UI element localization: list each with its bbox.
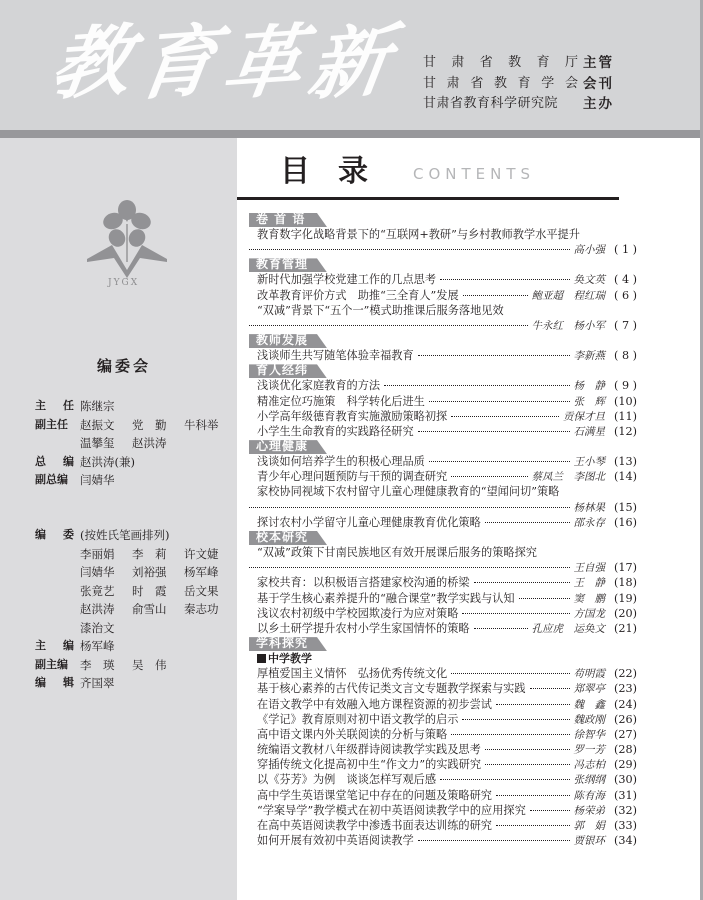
article-title[interactable]: 穿插传统文化提高初中生“作文力”的实践研究 — [257, 758, 482, 772]
board-role-text: 任 — [63, 399, 74, 412]
board-member-name: 闫婧华 — [80, 565, 115, 580]
toc-entry[interactable] — [249, 681, 637, 696]
board-row — [35, 471, 236, 490]
board-member-name: 漆治文 — [80, 620, 115, 635]
board-role-text: 编 — [63, 639, 74, 652]
board-role-text: 辑 — [63, 676, 74, 690]
toc-entry[interactable] — [249, 712, 637, 727]
sponsor-role: 主管 — [583, 55, 614, 72]
article-title[interactable]: 在高中英语阅读教学中渗透书面表达训练的研究 — [257, 819, 492, 832]
board-names — [80, 582, 236, 601]
editorial-board-committee — [35, 526, 236, 638]
toc-entry[interactable] — [249, 803, 637, 818]
article-author: 冯志柏 — [573, 759, 605, 772]
article-title[interactable]: 如何开展有效初中英语阅读教学 — [257, 834, 414, 848]
dot-leader — [462, 613, 569, 614]
sponsor-role: 主办 — [583, 96, 614, 113]
board-names — [80, 619, 132, 638]
sponsor-org-char: 会 — [564, 75, 578, 91]
article-title[interactable]: 以《芬芳》为例 谈谈怎样写观后感 — [257, 773, 437, 787]
board-member-name: 李丽娟 — [80, 546, 115, 561]
page-number: ( 7 ) — [614, 318, 637, 332]
toc-entry[interactable] — [249, 348, 637, 363]
article-author: 蔡凤兰 李图北 — [531, 471, 605, 484]
article-title[interactable]: 家校共育：以积极语言搭建家校沟通的桥梁 — [257, 576, 470, 590]
page-number: ( 8 ) — [614, 349, 637, 363]
article-author: 王自强 — [573, 562, 605, 575]
toc-entry[interactable] — [249, 818, 637, 833]
dot-leader — [249, 325, 528, 326]
board-names — [80, 674, 132, 693]
board-member-name: 杨军峰 — [184, 565, 219, 580]
title-char: 革 — [217, 15, 306, 112]
sponsor-org-char: 省 — [479, 55, 493, 71]
article-title[interactable]: 青少年心理问题预防与干预的调查研究 — [257, 470, 448, 484]
board-member-name: 闫婧华 — [80, 473, 115, 488]
board-row — [35, 416, 236, 435]
section-tag — [249, 364, 637, 378]
dot-leader — [530, 810, 570, 811]
article-title[interactable]: 小学生生命教育的实践路径研究 — [257, 424, 414, 438]
sponsor-org — [423, 94, 578, 114]
article-author: 罗一芳 — [573, 744, 605, 757]
article-author: 杨林果 — [573, 501, 605, 514]
dot-leader — [451, 734, 569, 735]
board-names — [80, 471, 132, 490]
board-row — [35, 674, 184, 693]
dot-leader — [384, 385, 569, 386]
article-title[interactable]: 统编语文教材八年级群诗阅读教学实践及思考 — [257, 743, 481, 757]
page-number: (11) — [614, 409, 637, 423]
article-author: 贾银环 — [573, 835, 605, 848]
article-author: 杨荣弟 — [573, 804, 605, 817]
toc-entry[interactable] — [249, 394, 637, 409]
header-divider-stripe — [0, 130, 703, 138]
sponsor-org-char: 甘 — [423, 75, 437, 91]
editorial-board-editors — [35, 637, 184, 693]
toc-entry-title-line[interactable] — [249, 545, 637, 560]
section-tag-label: 校本研究 — [256, 530, 309, 544]
title-char: 新 — [303, 15, 392, 112]
board-role — [35, 600, 80, 619]
dot-leader — [418, 431, 570, 432]
article-author: 邵永存 — [573, 516, 605, 529]
article-author: 王小琴 — [573, 456, 605, 469]
board-row — [35, 600, 236, 619]
board-member-name: 时 霞 — [132, 583, 167, 598]
toc-entry[interactable] — [249, 560, 637, 575]
board-role — [35, 674, 80, 693]
page-number: (10) — [614, 394, 637, 408]
board-role-text: 副总编 — [35, 473, 68, 487]
page-number: (12) — [614, 424, 637, 438]
board-names — [80, 397, 132, 416]
section-tag — [249, 637, 637, 651]
article-author: 窦 鹏 — [573, 592, 605, 605]
dot-leader — [485, 522, 570, 523]
article-author: 杨 静 — [573, 380, 605, 393]
board-member-name: 赵洪涛 — [132, 436, 167, 451]
board-member-name: 吴 伟 — [132, 657, 167, 672]
page-number: (22) — [614, 667, 637, 681]
dot-leader — [462, 719, 569, 720]
sponsor-list — [423, 53, 614, 115]
board-member-name: 齐国翠 — [80, 676, 115, 691]
board-member-name: 岳文果 — [184, 583, 219, 598]
page-number: (32) — [614, 803, 637, 817]
board-role-text: 主 — [35, 399, 46, 412]
article-title[interactable]: “学案导学”教学模式在初中英语阅读教学中的应用探究 — [257, 803, 526, 817]
article-title[interactable]: 家校协同视域下农村留守儿童心理健康教育的“望闻问切”策略 — [257, 485, 560, 499]
board-role-text: 编 — [35, 528, 46, 541]
page-number: (31) — [614, 788, 637, 802]
board-role — [35, 656, 80, 675]
toc-entry[interactable] — [249, 772, 637, 787]
page-number: (20) — [614, 606, 637, 620]
article-title[interactable]: “双减”政策下甘南民族地区有效开展课后服务的策略探究 — [257, 546, 537, 559]
contents-title-char: 录 — [338, 154, 368, 189]
dot-leader — [496, 704, 570, 705]
board-role-text: 主 — [35, 639, 46, 652]
sponsor-role: 会刊 — [583, 75, 614, 92]
dot-leader — [249, 567, 570, 568]
table-of-contents — [249, 212, 637, 848]
section-tag — [249, 440, 637, 454]
board-role — [35, 434, 80, 453]
toc-entry-title-line[interactable] — [249, 303, 637, 318]
article-author: 李新燕 — [573, 350, 605, 363]
article-title[interactable]: 浅谈优化家庭教育的方法 — [257, 379, 381, 393]
sponsor-org-char: 甘肃省教育科学研究院 — [423, 96, 559, 112]
toc-entry-title-line[interactable] — [249, 227, 637, 242]
sponsor-org-char: 肃 — [446, 75, 460, 91]
board-row — [35, 545, 236, 564]
dot-leader — [474, 628, 528, 629]
board-member-name: 张竟艺 — [80, 583, 115, 598]
dot-leader — [496, 825, 570, 826]
sponsor-org-char: 肃 — [451, 55, 465, 71]
toc-entry[interactable] — [249, 500, 637, 515]
article-title[interactable]: 浅谈如何培养学生的积极心理品质 — [257, 455, 425, 469]
page-number: (19) — [614, 591, 637, 605]
article-title[interactable]: 教育数字化战略背景下的“互联网+教研”与乡村教师教学水平提升 — [257, 228, 580, 241]
board-names — [80, 453, 135, 472]
board-role-text: 总 — [35, 454, 46, 468]
board-names — [80, 545, 236, 564]
page-number: ( 1 ) — [614, 243, 637, 257]
page-number: (23) — [614, 682, 637, 696]
logo-text: JYGX — [108, 278, 140, 288]
board-role — [35, 416, 80, 435]
board-role-text: 编 — [63, 454, 74, 468]
subsection-heading: 中学教学 — [249, 651, 637, 666]
article-author: 鲍亚超 程红瑞 — [531, 289, 605, 302]
board-member-name: 李 瑛 — [80, 657, 115, 672]
dot-leader — [440, 779, 569, 780]
dot-leader — [418, 355, 570, 356]
board-role — [35, 545, 80, 564]
board-row — [35, 563, 236, 582]
page-number: (34) — [614, 834, 637, 848]
toc-entry[interactable] — [249, 469, 637, 484]
section-tag-label: 心理健康 — [256, 439, 309, 454]
dot-leader — [451, 476, 527, 477]
article-title[interactable]: 基于核心素养的古代传记类文言文专题教学探索与实践 — [257, 682, 526, 696]
section-tag-label: 教育管理 — [256, 257, 309, 272]
board-names — [80, 434, 184, 453]
board-row — [35, 619, 236, 638]
toc-entry[interactable] — [249, 697, 637, 712]
page-number: (15) — [614, 500, 637, 514]
dot-leader — [519, 598, 570, 599]
article-author: 郭 娟 — [573, 820, 605, 832]
board-member-name: 俞雪山 — [132, 602, 167, 617]
article-title[interactable]: 小学高年级德育教育实施激励策略初探 — [257, 409, 448, 423]
board-row — [35, 656, 184, 675]
section-tag-label: 教师发展 — [256, 333, 309, 348]
board-member-name: 李 莉 — [132, 546, 167, 561]
toc-entry[interactable] — [249, 454, 637, 469]
page-number: (24) — [614, 697, 637, 711]
board-role — [35, 637, 80, 656]
sponsor-org-char: 省 — [470, 75, 484, 91]
article-title[interactable]: 在语文教学中有效融入地方课程资源的初步尝试 — [257, 697, 492, 711]
contents-title — [280, 146, 368, 190]
sponsor-org-char: 学 — [541, 75, 555, 91]
article-author: 王 静 — [573, 577, 605, 590]
board-role-text: 委 — [63, 528, 74, 541]
section-tag — [249, 258, 637, 272]
dot-leader — [485, 749, 570, 750]
board-role — [35, 471, 80, 490]
toc-entry[interactable] — [249, 757, 637, 772]
board-member-name: 温攀玺 — [80, 436, 115, 451]
page-number: (27) — [614, 727, 637, 741]
article-title[interactable]: 《学记》教育原则对初中语文教学的启示 — [257, 712, 459, 726]
sponsor-org — [423, 53, 578, 73]
board-member-name: 秦志功 — [184, 602, 219, 617]
toc-entry[interactable] — [249, 833, 637, 848]
sponsor-org-char: 教 — [493, 75, 507, 91]
board-member-name: 刘裕强 — [132, 565, 167, 580]
sponsor-org-char: 甘 — [423, 55, 437, 71]
board-row — [35, 526, 236, 545]
board-names — [80, 600, 236, 619]
dot-leader — [440, 279, 569, 280]
toc-entry[interactable] — [249, 606, 637, 621]
board-member-name: 赵洪涛(兼) — [80, 454, 135, 469]
article-author: 张纲纲 — [573, 774, 605, 787]
editorial-board-officers — [35, 397, 236, 490]
toc-entry-title-line[interactable] — [249, 484, 637, 499]
article-title[interactable]: 浅谈师生共写随笔体验幸福教育 — [257, 349, 414, 363]
article-author: 魏政刚 — [573, 713, 605, 726]
board-role — [35, 526, 80, 545]
article-title[interactable]: 基于学生核心素养提升的“融合课堂”教学实践与认知 — [257, 591, 515, 605]
page-number: (28) — [614, 743, 637, 757]
page-number: (13) — [614, 455, 637, 469]
article-title[interactable]: 浅议农村初级中学校园欺凌行为应对策略 — [257, 606, 459, 620]
board-role — [35, 582, 80, 601]
board-role-text: 副主任 — [35, 417, 68, 431]
contents-title-char: 目 — [280, 154, 310, 189]
board-role — [35, 453, 80, 472]
toc-entry[interactable] — [249, 288, 637, 303]
sponsor-row — [423, 74, 614, 95]
article-author: 孔应虎 运奂文 — [531, 622, 605, 635]
toc-entry[interactable] — [249, 378, 637, 393]
dot-leader — [474, 582, 570, 583]
editorial-board-title: 编委会 — [97, 357, 152, 375]
toc-entry[interactable] — [249, 242, 637, 257]
section-tag-label: 卷 首 语 — [256, 212, 306, 226]
article-author: 张 辉 — [573, 395, 605, 408]
dot-leader — [485, 764, 569, 765]
section-tag — [249, 213, 637, 227]
article-author: 高小强 — [573, 244, 605, 257]
dot-leader — [451, 416, 559, 417]
journal-title-calligraphy — [45, 14, 392, 114]
sponsor-org-char: 教 — [508, 55, 522, 71]
page-number: (26) — [614, 712, 637, 726]
toc-entry[interactable] — [249, 575, 637, 590]
page-number: (21) — [614, 621, 637, 635]
board-role — [35, 397, 80, 416]
dot-leader — [530, 688, 570, 689]
toc-entry[interactable] — [249, 591, 637, 606]
article-author: 徐智华 — [573, 728, 605, 741]
section-tag-label: 学科探究 — [256, 636, 309, 651]
title-char: 育 — [131, 15, 220, 112]
toc-entry[interactable] — [249, 742, 637, 757]
title-char: 教 — [45, 15, 134, 112]
contents-subtitle: CONTENTS — [413, 165, 536, 183]
board-names — [80, 656, 184, 675]
toc-entry[interactable] — [249, 515, 637, 530]
article-author: 贡保才旦 — [563, 410, 605, 423]
article-title[interactable]: 探讨农村小学留守儿童心理健康教育优化策略 — [257, 515, 481, 529]
article-title[interactable]: 厚植爱国主义情怀 弘扬优秀传统文化 — [257, 667, 448, 681]
toc-entry[interactable] — [249, 666, 637, 681]
article-title[interactable]: 改革教育评价方式 助推“三全育人”发展 — [257, 288, 459, 302]
dot-leader — [429, 401, 570, 402]
board-names — [80, 563, 236, 582]
dot-leader — [249, 507, 570, 508]
page-number: ( 6 ) — [614, 288, 637, 302]
board-row — [35, 453, 236, 472]
sponsor-row — [423, 94, 614, 115]
toc-entry[interactable] — [249, 727, 637, 742]
article-author: 魏 鑫 — [573, 698, 605, 711]
board-member-name: 杨军峰 — [80, 639, 115, 653]
toc-entry[interactable] — [249, 424, 637, 439]
article-title[interactable]: 高中学生英语课堂笔记中存在的问题及策略研究 — [257, 788, 492, 802]
contents-rule — [237, 197, 619, 200]
board-member-name: 赵洪涛 — [80, 602, 115, 617]
article-title[interactable]: 新时代加强学校党建工作的几点思考 — [257, 273, 437, 287]
board-row — [35, 582, 236, 601]
board-member-name: 赵振文 — [80, 417, 115, 432]
board-role-text: 编 — [35, 676, 46, 690]
article-author: 陈有海 — [573, 789, 605, 802]
toc-entry[interactable] — [249, 409, 637, 424]
board-row — [35, 637, 184, 656]
article-title[interactable]: “双减”背景下“五个一”模式助推课后服务落地见效 — [257, 303, 504, 317]
sponsor-org — [423, 74, 578, 94]
toc-entry[interactable] — [249, 788, 637, 803]
dot-leader — [429, 461, 570, 462]
page-number: (29) — [614, 758, 637, 772]
board-names — [80, 416, 236, 435]
board-member-name: 牛科举 — [184, 417, 219, 432]
article-title[interactable]: 以乡土研学提升农村小学生家国情怀的策略 — [257, 621, 470, 635]
article-author: 郑翠亭 — [573, 683, 605, 696]
board-row — [35, 397, 236, 416]
board-role — [35, 619, 80, 638]
page-number: (18) — [614, 576, 637, 590]
board-member-name: 许文婕 — [184, 546, 219, 561]
board-role — [35, 563, 80, 582]
page-number: (33) — [614, 819, 637, 832]
page-number: (30) — [614, 773, 637, 787]
article-author: 石满星 — [573, 425, 605, 438]
board-names — [80, 637, 132, 656]
sponsor-org-char: 育 — [536, 55, 550, 71]
article-author: 方国龙 — [573, 607, 605, 620]
board-role-text: 副主编 — [35, 657, 68, 671]
board-member-name: 党 勤 — [132, 417, 167, 432]
page-number: ( 9 ) — [614, 379, 637, 393]
dot-leader — [496, 795, 570, 796]
article-title[interactable]: 精准定位巧施策 科学转化后进生 — [257, 394, 425, 408]
page-number: ( 4 ) — [614, 273, 637, 287]
sponsor-org-char: 厅 — [564, 55, 578, 71]
sponsor-org-char: 育 — [517, 75, 531, 91]
dot-leader — [249, 249, 570, 250]
page-number: (17) — [614, 561, 637, 575]
toc-entry[interactable] — [249, 272, 637, 287]
article-author: 牛永红 杨小军 — [531, 319, 605, 332]
section-tag-label: 育人经纬 — [256, 363, 309, 378]
page-number: (14) — [614, 470, 637, 484]
dot-leader — [418, 840, 570, 841]
page-number: (16) — [614, 515, 637, 529]
article-title[interactable]: 高中语文课内外关联阅读的分析与策略 — [257, 727, 448, 741]
committee-note: (按姓氏笔画排列) — [80, 528, 170, 542]
article-author: 苟明霞 — [573, 668, 605, 681]
toc-entry[interactable] — [249, 318, 637, 333]
toc-entry[interactable] — [249, 621, 637, 636]
article-author: 奂文英 — [573, 274, 605, 287]
board-member-name: 陈继宗 — [80, 399, 115, 413]
section-tag — [249, 531, 637, 545]
section-tag — [249, 334, 637, 348]
dot-leader — [463, 295, 528, 296]
sponsor-row — [423, 53, 614, 74]
dot-leader — [451, 673, 569, 674]
board-row — [35, 434, 236, 453]
